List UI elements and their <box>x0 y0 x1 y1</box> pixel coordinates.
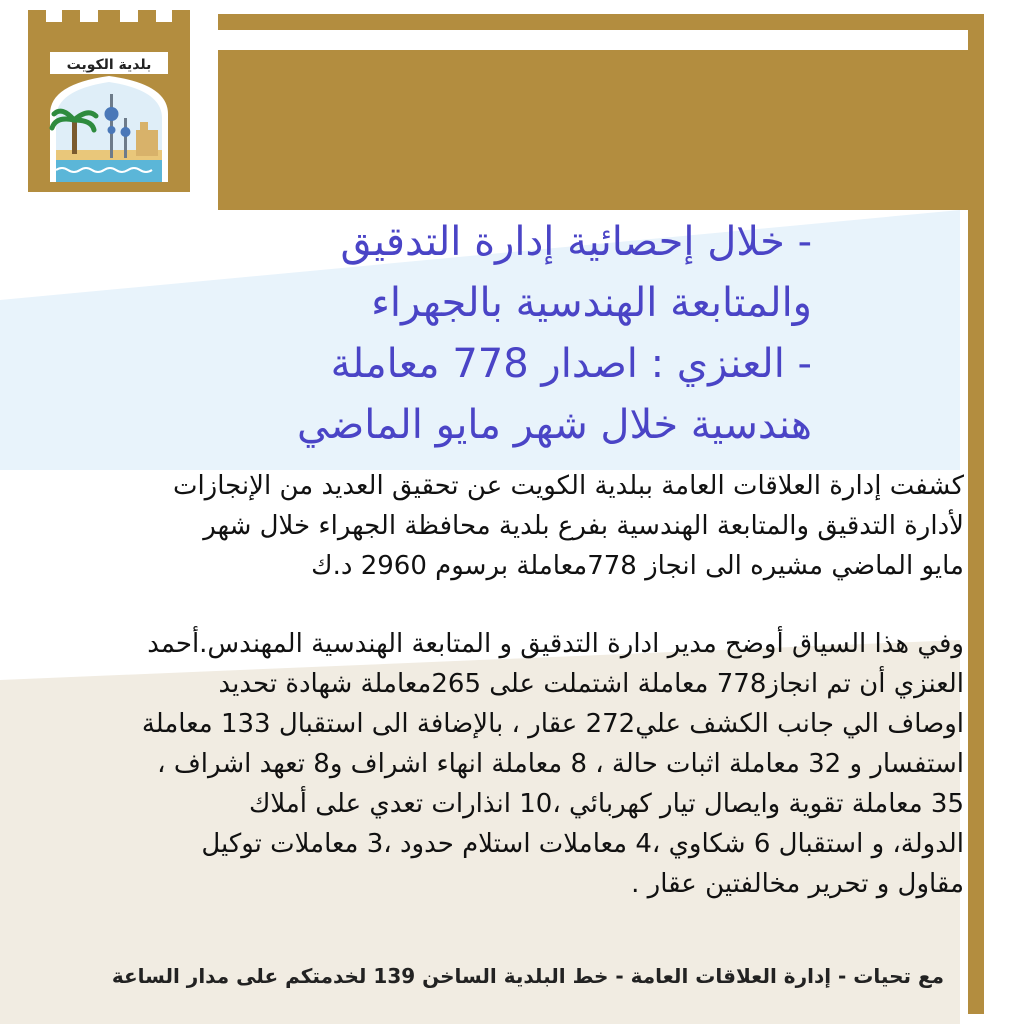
paragraph-1 <box>24 466 964 586</box>
body-line: كشفت إدارة العلاقات العامة ببلدية الكويت عن تحقيق العديد من الإنجازات <box>172 471 964 501</box>
body-line: استفسار و 32 معاملة اثبات حالة ، 8 معاملة انهاء اشراف و8 تعهد اشراف ، <box>157 749 964 779</box>
right-gold-bar <box>968 14 984 1014</box>
body-line: العنزي أن تم انجاز778 معاملة اشتملت على 265معاملة شهادة تحديد <box>218 669 964 699</box>
headline-line: والمتابعة الهندسية بالجهراء <box>371 280 812 326</box>
body-line: وفي هذا السياق أوضح مدير ادارة التدقيق و المتابعة الهندسية المهندس.أحمد <box>147 629 964 659</box>
paragraph-2 <box>24 624 964 904</box>
footer-signature: مع تحيات - إدارة العلاقات العامة - خط البلدية الساخن 139 لخدمتكم على مدار الساعة <box>111 964 944 988</box>
headline-line: - خلال إحصائية إدارة التدقيق <box>340 219 812 265</box>
headline <box>192 212 812 456</box>
body-line: لأدارة التدقيق والمتابعة الهندسية بفرع بلدية محافظة الجهراء خلال شهر <box>203 511 964 541</box>
body-line: مقاول و تحرير مخالفتين عقار . <box>631 869 964 899</box>
headline-line: - العنزي : اصدار 778 معاملة <box>330 341 812 387</box>
body-line: اوصاف الي جانب الكشف علي272 عقار ، بالإضافة الى استقبال 133 معاملة <box>141 709 964 739</box>
header-white-stripe <box>218 30 970 50</box>
kuwait-municipality-logo <box>28 10 190 192</box>
article-body <box>24 466 964 904</box>
body-line: مايو الماضي مشيره الى انجاز 778معاملة برسوم 2960 د.ك <box>311 551 964 581</box>
body-line: الدولة، و استقبال 6 شكاوي ،4 معاملات استلام حدود ،3 معاملات توكيل <box>201 829 964 859</box>
logo-caption: بلدية الكويت <box>66 57 152 73</box>
headline-line: هندسية خلال شهر مايو الماضي <box>296 402 812 448</box>
body-line: 35 معاملة تقوية وايصال تيار كهربائي ،10 انذارات تعدي على أملاك <box>248 789 964 819</box>
